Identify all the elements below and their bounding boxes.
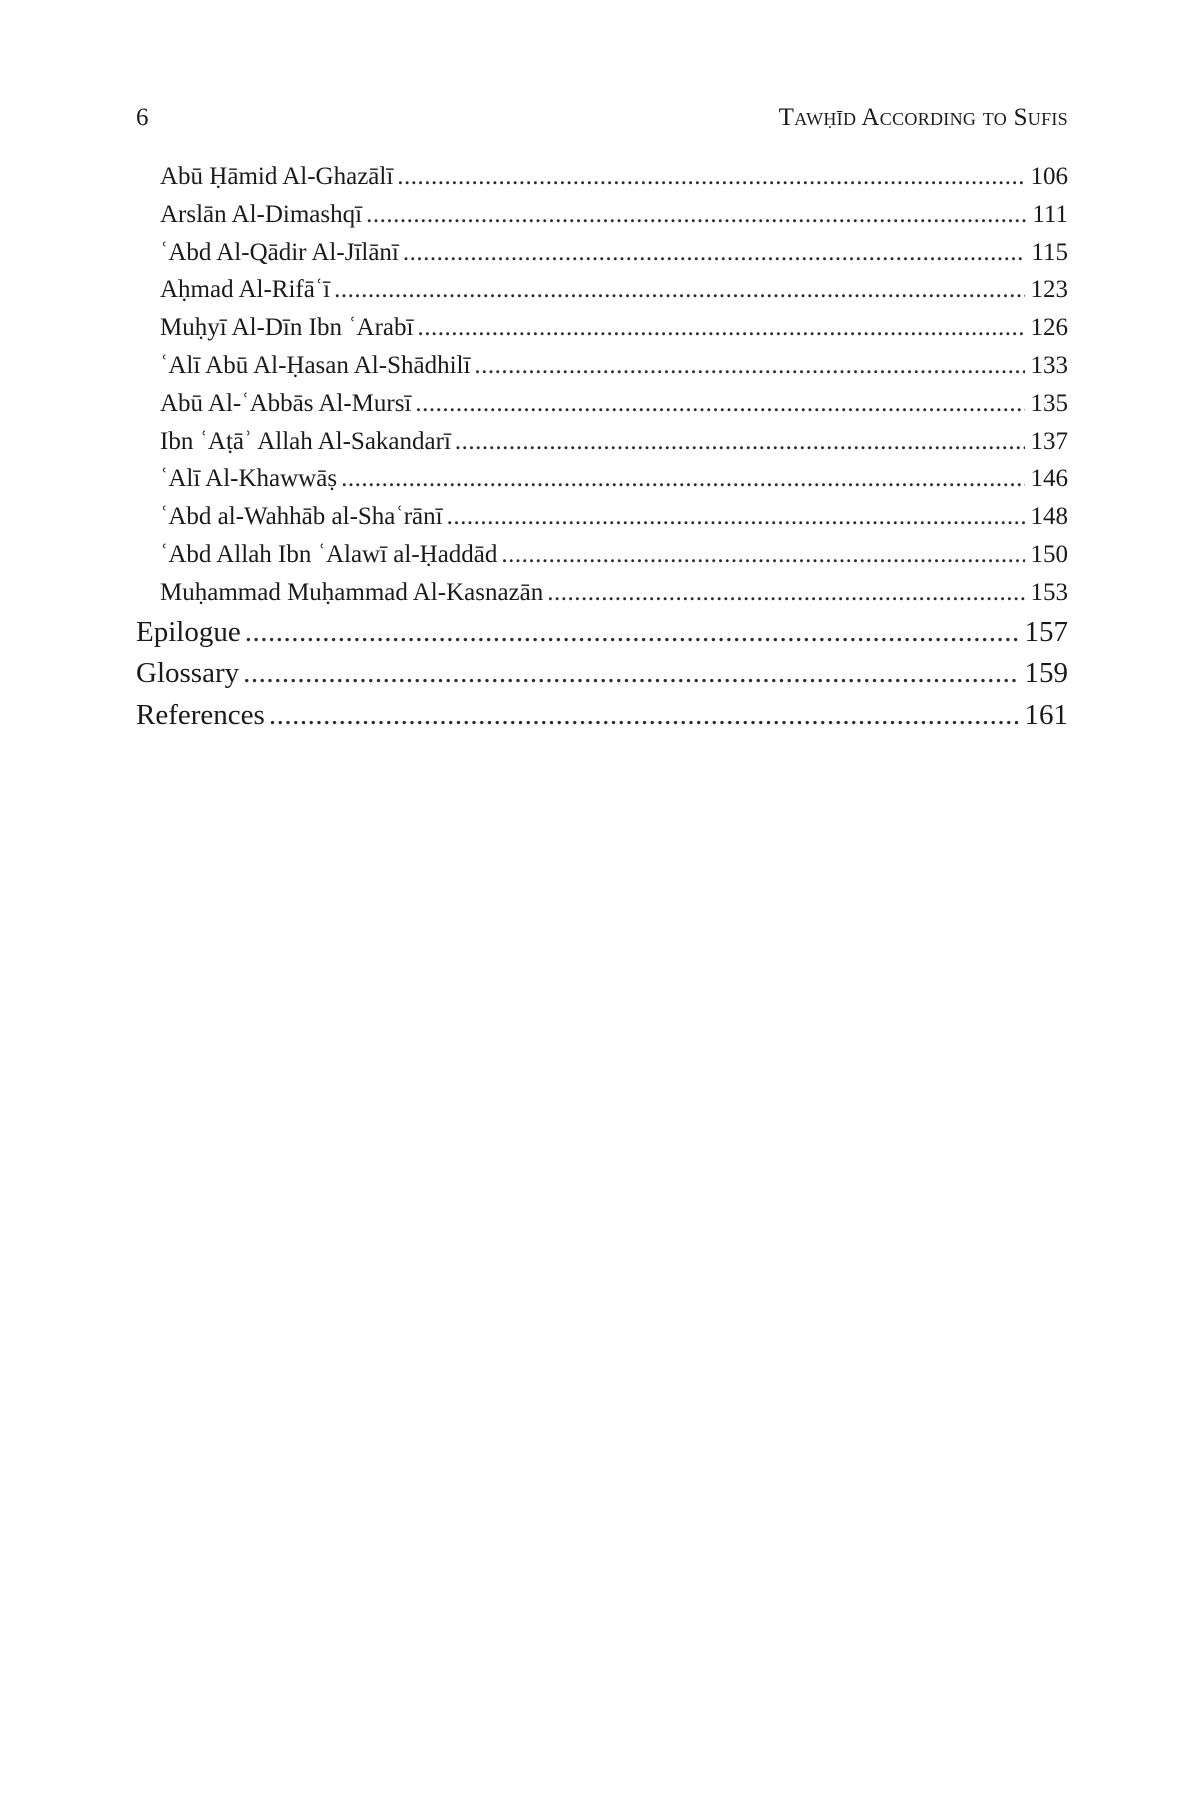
dot-leader bbox=[501, 536, 1024, 574]
dot-leader bbox=[243, 653, 1018, 695]
dot-leader bbox=[245, 612, 1019, 654]
toc-chapter-title: References bbox=[136, 698, 265, 731]
toc-entry-title: ʿAlī Abū Al-Ḥasan Al-Shādhilī bbox=[160, 351, 471, 379]
toc-entry-title: Aḥmad Al-Rifāʿī bbox=[160, 276, 331, 304]
toc-entry-page: 148 bbox=[1030, 503, 1068, 531]
toc-entry-title: ʿAbd Al-Qādir Al-Jīlānī bbox=[160, 238, 399, 266]
toc-entry[interactable] bbox=[136, 460, 1068, 498]
toc-entry[interactable] bbox=[136, 536, 1068, 574]
dot-leader bbox=[397, 158, 1024, 196]
toc-entry-title: Muḥammad Muḥammad Al-Kasnazān bbox=[160, 578, 544, 606]
toc-entry-page: 153 bbox=[1030, 578, 1068, 606]
toc-entry-title: Abū Al-ʿAbbās Al-Mursī bbox=[160, 389, 412, 417]
toc-chapter-page: 161 bbox=[1024, 698, 1068, 731]
toc-chapter-entry[interactable] bbox=[136, 653, 1068, 695]
toc-entry[interactable] bbox=[136, 347, 1068, 385]
toc-entry[interactable] bbox=[136, 385, 1068, 423]
toc-chapter-entry[interactable] bbox=[136, 612, 1068, 654]
table-of-contents bbox=[136, 158, 1068, 736]
toc-entry-page: 126 bbox=[1030, 314, 1068, 342]
toc-entry-page: 115 bbox=[1031, 238, 1068, 266]
toc-entry[interactable] bbox=[136, 498, 1068, 536]
toc-entry[interactable] bbox=[136, 574, 1068, 612]
toc-entry[interactable] bbox=[136, 196, 1068, 234]
toc-chapter-entry[interactable] bbox=[136, 695, 1068, 737]
toc-entry-title: ʿAbd al-Wahhāb al-Shaʿrānī bbox=[160, 503, 443, 531]
toc-entry[interactable] bbox=[136, 271, 1068, 309]
dot-leader bbox=[547, 574, 1024, 612]
dot-leader bbox=[415, 385, 1024, 423]
toc-entry[interactable] bbox=[136, 423, 1068, 461]
book-title: Tawḥīd According to Sufis bbox=[778, 104, 1068, 131]
toc-chapter-page: 157 bbox=[1024, 615, 1068, 648]
dot-leader bbox=[455, 423, 1025, 461]
toc-entry-page: 150 bbox=[1030, 540, 1068, 568]
toc-entry-title: ʿAlī Al-Khawwāṣ bbox=[160, 465, 338, 493]
toc-entry-page: 106 bbox=[1030, 163, 1068, 190]
toc-entry-page: 137 bbox=[1030, 427, 1068, 455]
dot-leader bbox=[269, 695, 1019, 737]
toc-chapter-title: Epilogue bbox=[136, 615, 241, 648]
dot-leader bbox=[366, 196, 1026, 234]
toc-entry-title: ʿAbd Allah Ibn ʿAlawī al-Ḥaddād bbox=[160, 540, 498, 568]
toc-entry-title: Arslān Al-Dimashqī bbox=[160, 200, 363, 228]
toc-entry-title: Ibn ʿAṭāʾ Allah Al-Sakandarī bbox=[160, 427, 451, 455]
toc-chapter-title: Glossary bbox=[136, 657, 240, 690]
page-number: 6 bbox=[136, 104, 149, 131]
toc-entry-page: 146 bbox=[1030, 465, 1068, 493]
toc-entry-page: 123 bbox=[1030, 276, 1068, 304]
dot-leader bbox=[447, 498, 1025, 536]
dot-leader bbox=[341, 460, 1024, 498]
toc-entry[interactable] bbox=[136, 158, 1068, 196]
toc-entry-title: Abū Ḥāmid Al-Ghazālī bbox=[160, 163, 394, 190]
toc-entry[interactable] bbox=[136, 309, 1068, 347]
toc-entry[interactable] bbox=[136, 234, 1068, 272]
dot-leader bbox=[417, 309, 1024, 347]
dot-leader bbox=[334, 271, 1024, 309]
toc-chapter-page: 159 bbox=[1024, 657, 1068, 690]
toc-entry-title: Muḥyī Al-Dīn Ibn ʿArabī bbox=[160, 314, 414, 342]
toc-entry-page: 111 bbox=[1032, 200, 1068, 228]
toc-entry-page: 133 bbox=[1030, 351, 1068, 379]
running-head bbox=[136, 100, 1068, 136]
toc-entry-page: 135 bbox=[1030, 389, 1068, 417]
dot-leader bbox=[403, 234, 1026, 272]
dot-leader bbox=[474, 347, 1024, 385]
